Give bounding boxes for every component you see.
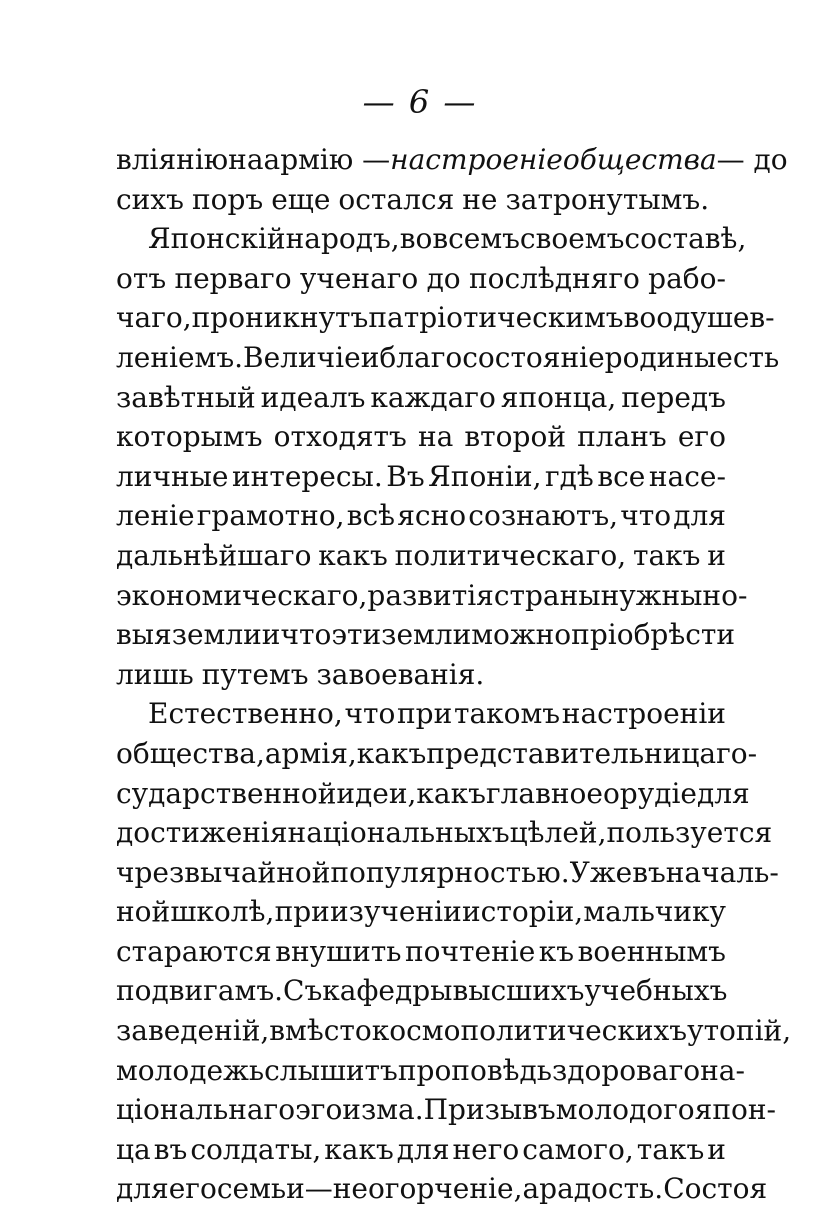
word: молодого [555,1093,695,1127]
word: своемъ [519,222,625,256]
text-line [116,576,748,616]
word: какъ [324,1132,394,1166]
word: затронутымъ. [505,182,710,216]
word: его [677,420,726,454]
word: популярностью. [330,855,570,889]
text-line [116,774,750,814]
word: — до [716,143,788,176]
word: ца [116,1132,151,1166]
word: земли [381,618,472,652]
word: сихъ [116,182,184,216]
word: еще [271,182,331,216]
word: кафедры [322,974,453,1008]
word: ціональнаго [116,1093,296,1127]
word: сознаютъ, [468,499,619,533]
word: леніе [116,499,195,533]
text-line [116,259,726,299]
word: вмѣсто [269,1014,372,1048]
word: есть [716,340,780,374]
word: семьи—не [216,1172,368,1206]
word: общества, [116,736,265,770]
word: передъ [621,380,726,414]
word: грамотно, [196,499,345,533]
word: въ [632,855,666,889]
word: личные [116,459,229,493]
text-line [116,655,726,695]
word: для [116,1172,169,1206]
word: послѣдняго [468,261,640,295]
word: и [707,538,726,572]
text-line [116,140,788,180]
word: для [673,499,726,533]
word: Японскій [148,222,286,256]
word: ученаго [299,261,419,295]
word: учебныхъ [584,974,728,1008]
page-number: — 6 — [362,83,478,121]
word: слышитъ [264,1053,398,1087]
word: дальнѣйшаго [116,538,312,572]
word: путемъ [201,657,309,691]
word: что [344,697,396,731]
word: пріобрѣсти [571,618,736,652]
word: второй [464,420,566,454]
word: внушить [275,934,402,968]
word: такъ [636,1132,705,1166]
text-line [116,813,773,853]
word: представительница [426,736,717,770]
word: идеалъ [260,380,366,414]
word: отходятъ [273,420,407,454]
word: каждаго [370,380,496,414]
word: національныхъ [287,816,510,850]
word: Величіе [243,340,361,374]
word: ной [116,895,171,929]
text-line [116,932,726,972]
word: его [168,1172,217,1206]
word: здороваго [551,1053,701,1087]
text-line [116,1011,792,1051]
word: достиженія [116,816,288,850]
word: эти [331,618,382,652]
word: военнымъ [577,934,726,968]
word: не [462,182,498,216]
word: армія, [264,736,357,770]
word: изученіи [330,895,462,929]
word: при [274,895,330,929]
word: почтеніе [405,934,536,968]
word: въ [153,1132,188,1166]
text-line [116,180,726,220]
word: политическаго, [394,538,627,572]
word: чрезвычайной [116,855,331,889]
word: проповѣдь [397,1053,552,1087]
word: все [597,459,646,493]
word: для [396,1132,450,1166]
word: вліянію [116,143,229,176]
word: такъ [632,538,701,572]
word: Призывъ [423,1093,556,1127]
word: такомъ [453,697,561,731]
word: мальчику [583,895,726,929]
italic-word: общества [562,143,717,176]
text-line [116,971,726,1011]
text-line [116,853,779,893]
word: отъ [116,261,167,295]
text-line [116,219,747,259]
word: огорченіе, [367,1172,523,1206]
word: родины [604,340,717,374]
word: поръ [191,182,264,216]
word: сударственной [116,776,337,810]
text-line [116,694,726,734]
word: составѣ, [624,222,747,256]
word: всѣ [346,499,396,533]
word: япон- [694,1093,776,1127]
text-line [116,892,726,932]
word: Въ [386,459,425,493]
word: патріотическимъ [368,301,624,335]
word: и [360,340,380,374]
word: самого, [522,1132,634,1166]
word: Уже [569,855,633,889]
word: какъ [416,776,486,810]
word: перваго [174,261,292,295]
word: насе- [648,459,726,493]
word: Японіи, [428,459,542,493]
word: армію — [263,143,391,176]
word: школѣ, [170,895,275,929]
word: Состоя [663,1172,768,1206]
word: народъ, [285,222,400,256]
text-line [116,1130,726,1170]
word: высшихъ [452,974,585,1008]
word: для [696,776,750,810]
word: воодушев- [623,301,775,335]
word: страны [493,578,601,612]
word: а [522,1172,540,1206]
word: которымъ [116,420,263,454]
word: завоеванія. [316,657,485,691]
word: благосостояніе [379,340,605,374]
word: выя [116,618,172,652]
word: остался [338,182,455,216]
word: подвигамъ. [116,974,284,1008]
word: рабо- [648,261,726,295]
word: исторіи, [462,895,584,929]
text-line [116,496,726,536]
word: при [397,697,453,731]
word: до [426,261,461,295]
text-line [116,298,775,338]
word: пользуется [606,816,773,850]
text-line [116,536,726,576]
word: идеи, [336,776,417,810]
word: но- [702,578,748,612]
text-line [116,734,758,774]
word: цѣлей, [509,816,607,850]
word: японца, [500,380,617,414]
word: какъ [318,538,388,572]
word: всемъ [432,222,520,256]
body-text [116,140,792,1209]
word: ясно [397,499,467,533]
word: эгоизма. [295,1093,424,1127]
text-line [116,1090,776,1130]
word: на- [700,1053,745,1087]
text-line [116,378,726,418]
word: планъ [577,420,667,454]
word: проникнутъ [191,301,369,335]
word: заведеній, [116,1014,270,1048]
word: можно [471,618,572,652]
word: лишь [116,657,194,691]
italic-word: настроеніе [390,143,563,176]
word: него [452,1132,520,1166]
word: радость. [539,1172,664,1206]
word: главное [485,776,603,810]
text-line [116,615,736,655]
word: на [228,143,264,176]
word: стараются [116,934,272,968]
word: завѣтный [116,380,256,414]
word: солдаты, [190,1132,322,1166]
text-line [116,417,726,457]
word: что [620,499,672,533]
text-line [116,457,726,497]
word: что [280,618,332,652]
word: Естественно, [148,697,343,731]
word: утопій, [687,1014,792,1048]
word: какъ [356,736,427,770]
word: настроеніи [561,697,726,731]
text-line [116,1051,745,1091]
word: экономическаго, [116,578,368,612]
word: Съ [283,974,323,1008]
word: орудіе [602,776,697,810]
word: и [707,1132,726,1166]
text-line [116,1169,768,1209]
word: космополитическихъ [371,1014,688,1048]
word: развитія [367,578,494,612]
word: во [399,222,433,256]
word: нужны [600,578,703,612]
word: къ [538,934,575,968]
word: го- [716,736,758,770]
word: чаго, [116,301,192,335]
word: молодежь [116,1053,265,1087]
word: гдѣ [545,459,594,493]
word: на [417,420,454,454]
word: и [261,618,281,652]
word: леніемъ. [116,340,244,374]
word: интересы. [232,459,383,493]
word: началь- [665,855,779,889]
word: земли [171,618,262,652]
text-line [116,338,780,378]
